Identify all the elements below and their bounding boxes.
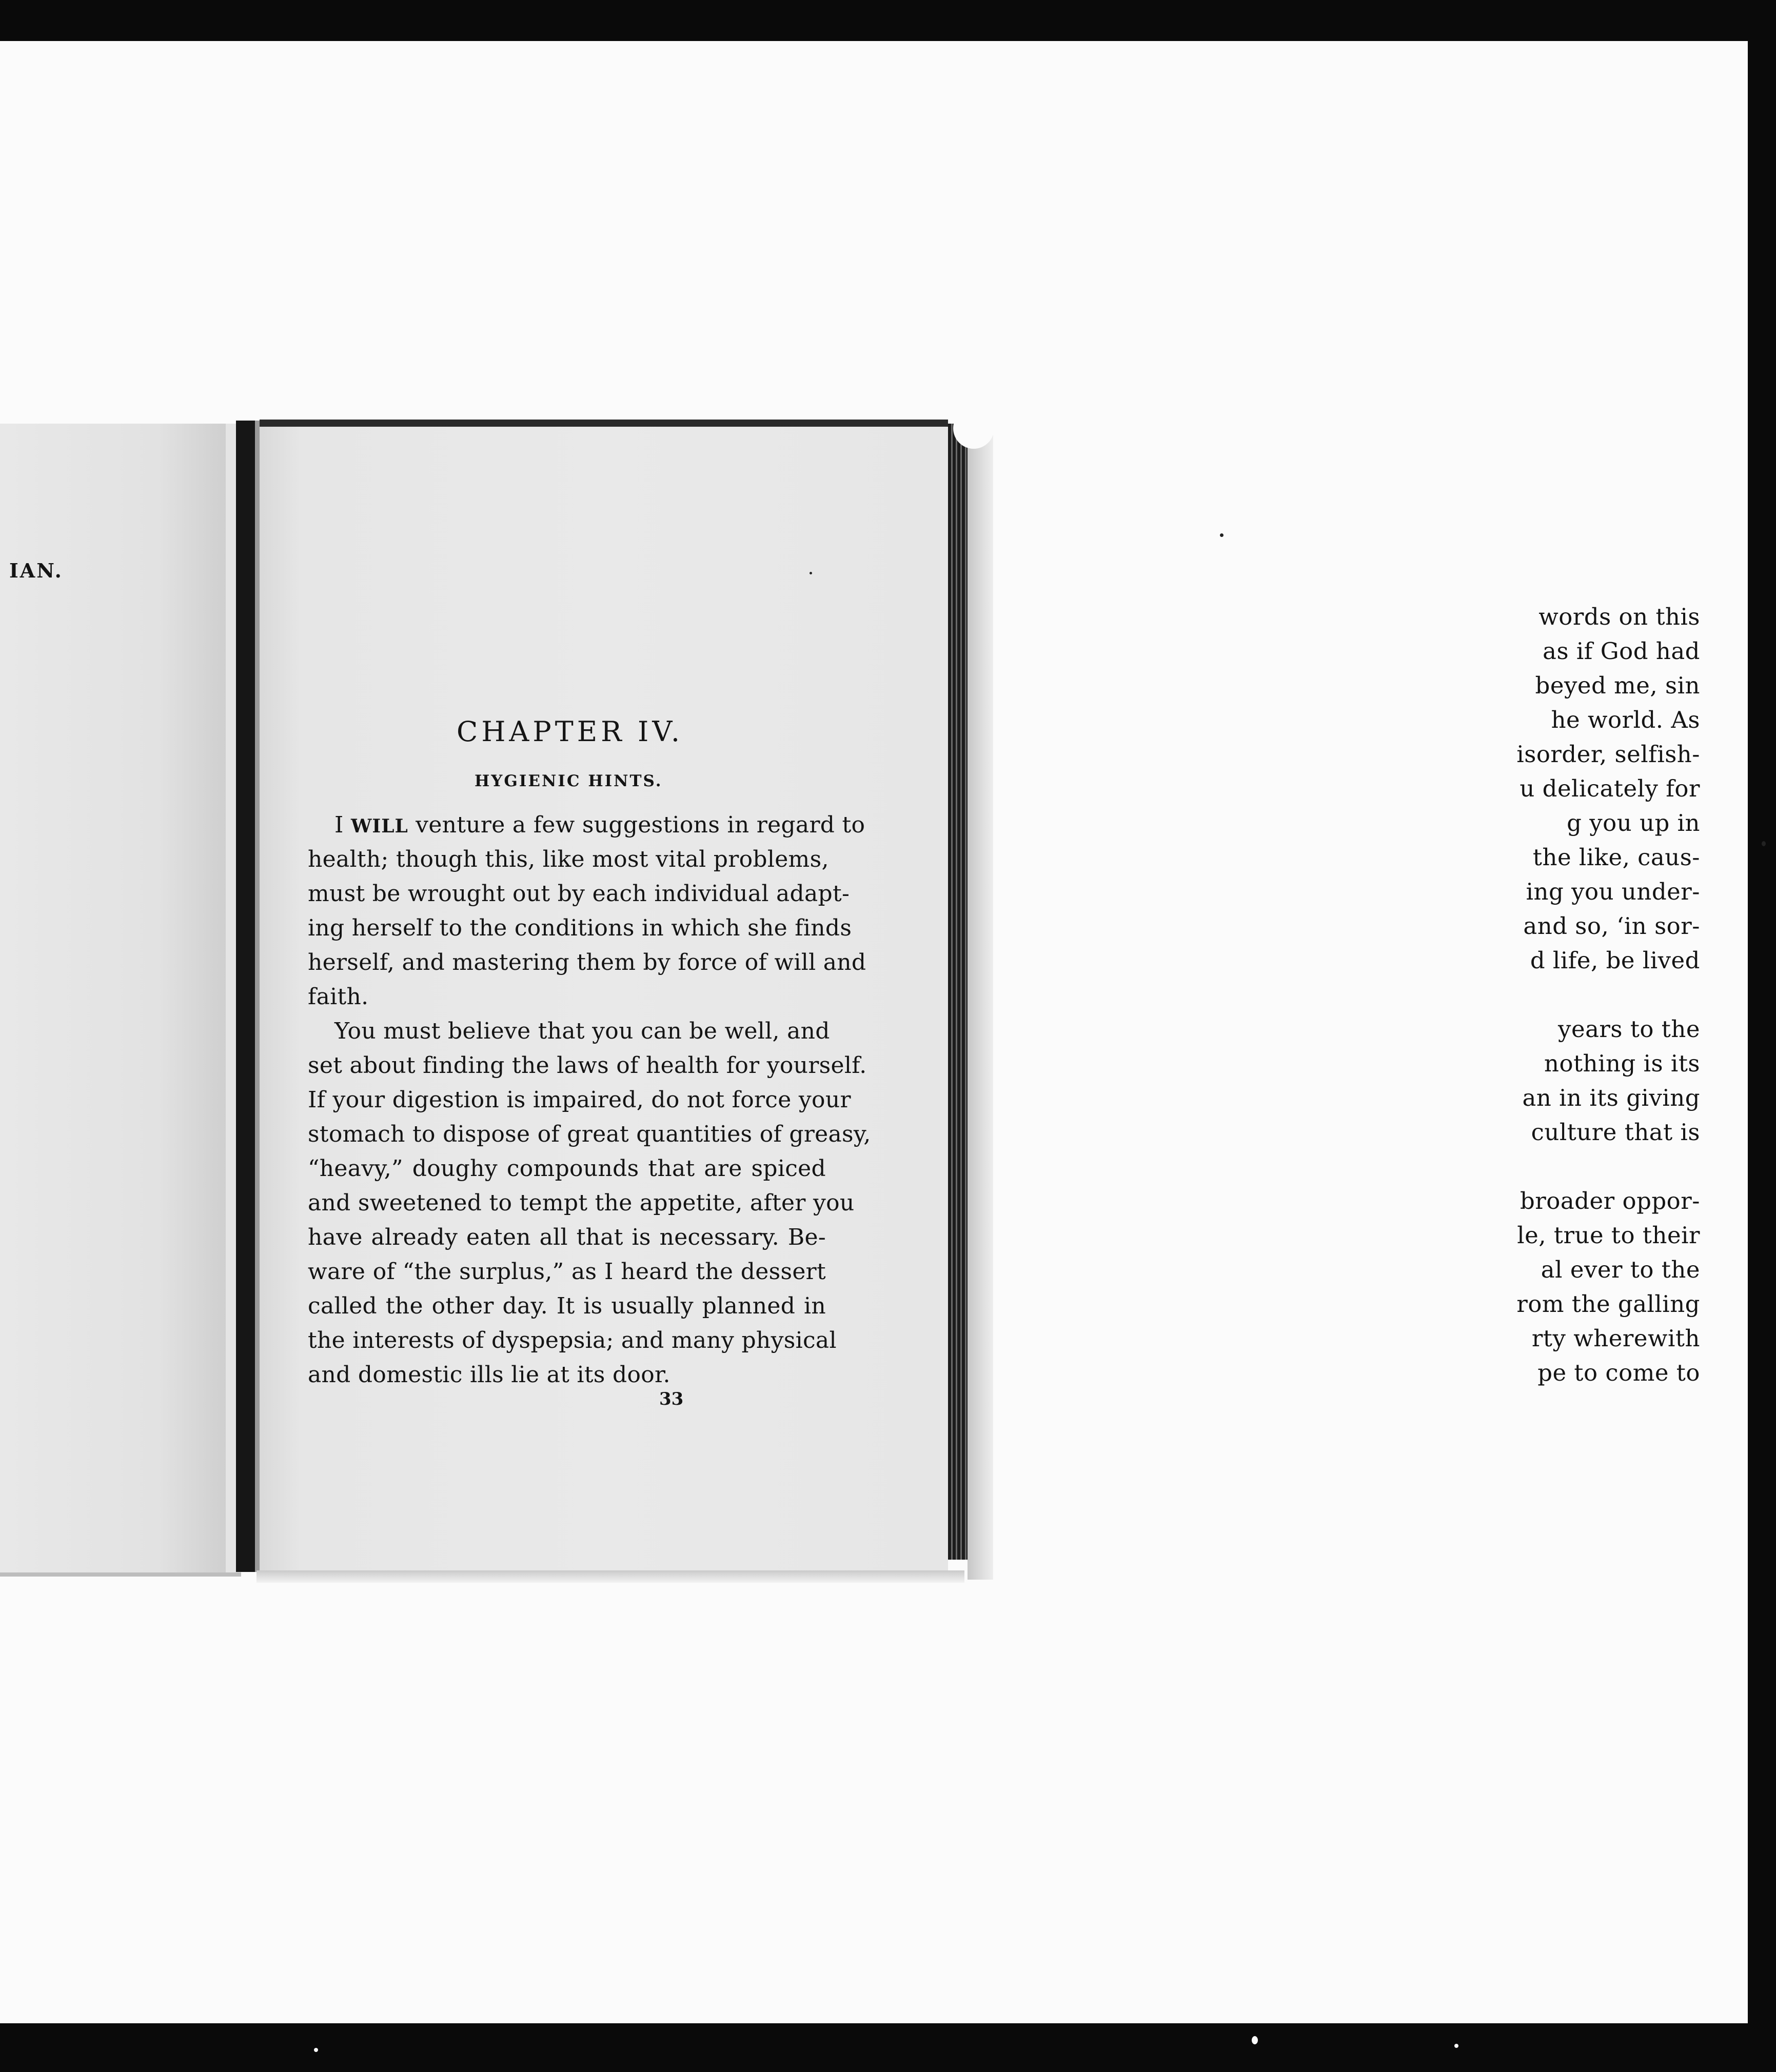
scan-speck — [1220, 533, 1224, 537]
left-line: years to the — [1558, 1015, 1700, 1043]
left-line: beyed me, sin — [1535, 672, 1700, 699]
scan-speck — [810, 572, 812, 574]
scan-speck — [1762, 841, 1766, 846]
left-line: ing you under- — [1526, 878, 1700, 905]
book-bottom-shadow — [256, 1570, 964, 1583]
page-corner-tear — [953, 408, 994, 449]
lead-word: I — [334, 812, 351, 838]
paragraph-1-line: herself, and mastering them by force of will and — [308, 949, 866, 975]
section-title: HYGIENIC HINTS. — [475, 772, 663, 790]
first-line-rest: venture a few suggestions in regard to — [408, 812, 865, 838]
left-line: al ever to the — [1541, 1256, 1700, 1283]
left-running-head: IAN. — [9, 559, 63, 582]
paragraph-1-line: must be wrought out by each individual adapt- — [308, 881, 850, 907]
left-page — [0, 424, 241, 1577]
paragraph-1-line: ing herself to the conditions in which she finds — [308, 915, 852, 941]
page-number: 33 — [659, 1389, 684, 1409]
scan-speck — [1454, 2044, 1458, 2048]
left-line: d life, be lived — [1530, 947, 1700, 974]
paragraph-1-line: health; though this, like most vital problems, — [308, 846, 829, 872]
left-line: an in its giving — [1522, 1084, 1700, 1111]
paragraph-2-line: “heavy,” doughy compounds that are spiced — [308, 1155, 826, 1182]
left-line: le, true to their — [1517, 1222, 1700, 1249]
left-page-paper — [0, 424, 226, 1572]
paragraph-2-line: You must believe that you can be well, and — [334, 1018, 830, 1044]
paragraph-1-line — [308, 808, 865, 842]
left-line: he world. As — [1551, 706, 1700, 733]
left-line: as if God had — [1543, 637, 1700, 665]
left-line: pe to come to — [1537, 1359, 1700, 1386]
left-line: words on this — [1538, 603, 1700, 630]
paragraph-2-line: stomach to dispose of great quantities of greasy, — [308, 1121, 871, 1147]
scan-frame-top — [0, 0, 1776, 41]
left-line: g you up in — [1567, 809, 1700, 836]
paragraph-2-line: the interests of dyspepsia; and many physical — [308, 1327, 837, 1353]
paragraph-2-line: and domestic ills lie at its door. — [308, 1362, 670, 1388]
left-line: isorder, selfish- — [1516, 741, 1700, 768]
left-line: rom the galling — [1516, 1290, 1700, 1318]
body-text — [308, 808, 871, 1392]
paragraph-1-line: faith. — [308, 984, 369, 1010]
left-line: u delicately for — [1520, 775, 1700, 802]
left-line: nothing is its — [1544, 1050, 1700, 1077]
left-line: culture that is — [1531, 1119, 1700, 1146]
scan-speck — [1252, 2036, 1258, 2044]
paragraph-2-line: and sweetened to tempt the appetite, after you — [308, 1190, 855, 1216]
book-spine — [236, 421, 256, 1572]
paragraph-2-line: If your digestion is impaired, do not force your — [308, 1087, 851, 1113]
left-line: rty wherewith — [1531, 1325, 1700, 1352]
scan-frame-right — [1748, 0, 1776, 2072]
left-line: the like, caus- — [1532, 844, 1700, 871]
scan-frame-bottom — [0, 2023, 1776, 2072]
scan-speck — [314, 2048, 318, 2052]
page-shadow — [968, 431, 993, 1580]
paragraph-2-line: ware of “the surplus,” as I heard the dessert — [308, 1259, 826, 1285]
left-line: broader oppor- — [1520, 1187, 1700, 1214]
paragraph-2-line: set about finding the laws of health for yourself. — [308, 1052, 867, 1079]
paragraph-2-line: called the other day. It is usually planned in — [308, 1293, 826, 1319]
left-line: and so, ‘in sor- — [1523, 912, 1700, 940]
page-edges — [948, 424, 968, 1560]
small-caps-word: WILL — [350, 815, 408, 837]
paragraph-2-line: have already eaten all that is necessary. Be- — [308, 1224, 826, 1250]
chapter-title: CHAPTER IV. — [457, 715, 684, 748]
